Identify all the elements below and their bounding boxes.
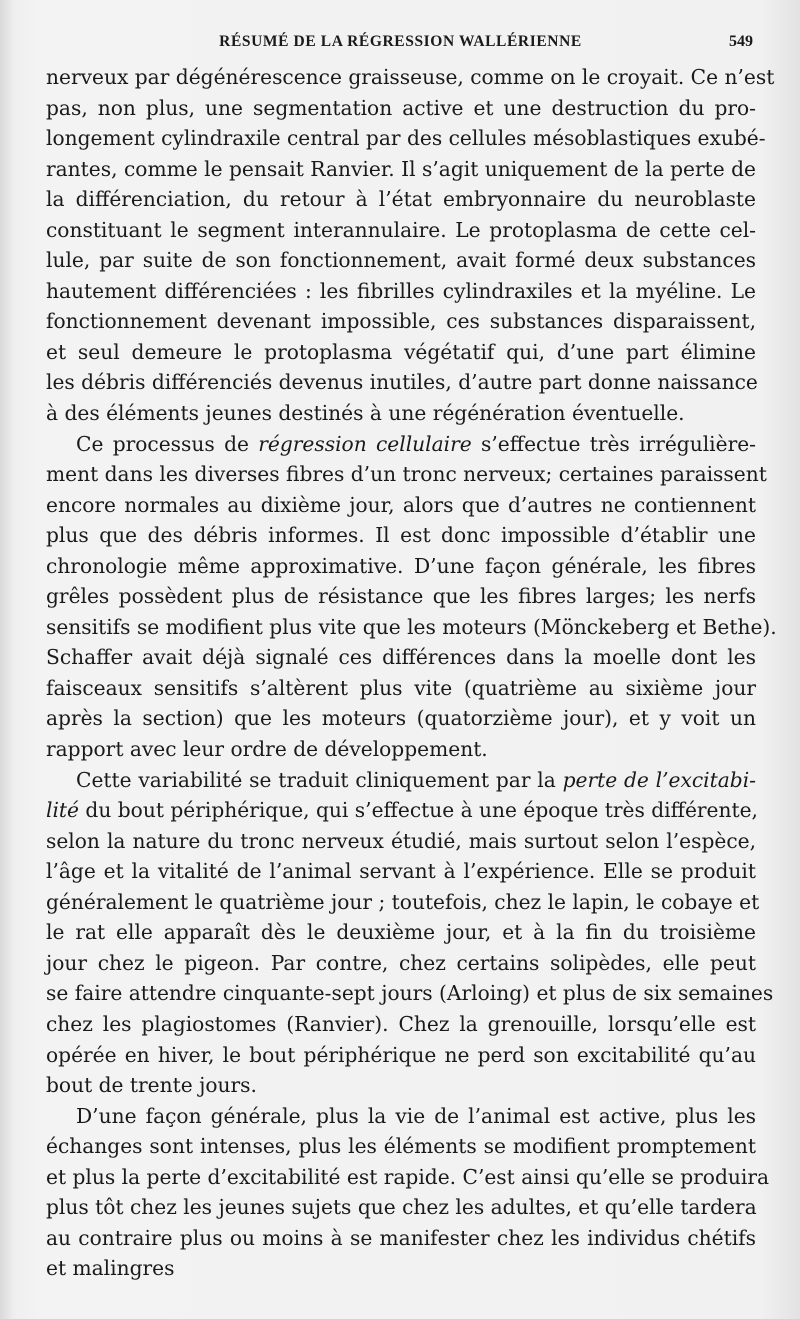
text-line: rantes, comme le pensait Ranvier. Il s’agit uniquement de la perte de xyxy=(46,156,756,181)
page-number: 549 xyxy=(729,33,753,50)
italic-term: lité xyxy=(46,798,79,823)
text-line: opérée en hiver, le bout périphérique ne perd son excitabilité qu’au xyxy=(46,1042,756,1067)
text-line: lule, par suite de son fonctionnement, avait formé deux substances xyxy=(46,248,756,273)
text-line: et seul demeure le protoplasma végétatif qui, d’une part élimine xyxy=(46,339,756,364)
text-line: bout de trente jours. xyxy=(46,1073,257,1098)
text-line xyxy=(46,795,756,826)
text-line: pas, non plus, une segmentation active et une destruction du pro- xyxy=(46,95,756,120)
text-line: Schaffer avait déjà signalé ces différences dans la moelle dont les xyxy=(46,645,756,670)
text-line: échanges sont intenses, plus les éléments se modifient promptement xyxy=(46,1134,756,1159)
paragraph-4 xyxy=(46,1101,770,1284)
text-line: faisceaux sensitifs s’altèrent plus vite (quatrième au sixième jour xyxy=(46,675,756,700)
text-line: et plus la perte d’excitabilité est rapide. C’est ainsi qu’elle se produira xyxy=(46,1164,770,1189)
italic-term: régression cellulaire xyxy=(258,431,472,456)
text-line: généralement le quatrième jour ; toutefois, chez le lapin, le cobaye et xyxy=(46,889,760,914)
running-title: RÉSUMÉ DE LA RÉGRESSION WALLÉRIENNE xyxy=(219,33,582,50)
text-line: le rat elle apparaît dès le deuxième jour, et à la fin du troisième xyxy=(46,920,756,945)
paragraph-1 xyxy=(46,62,775,429)
page-header xyxy=(48,33,753,55)
text-line: constituant le segment interannulaire. Le protoplasma de cette cel- xyxy=(46,217,756,242)
text-line: la différenciation, du retour à l’état embryonnaire du neuroblaste xyxy=(46,187,756,212)
text-line xyxy=(46,429,756,460)
paragraph-2 xyxy=(46,429,777,765)
text-line: plus que des débris informes. Il est donc impossible d’établir une xyxy=(46,523,756,548)
text-line: hautement différenciées : les fibrilles cylindraxiles et la myéline. Le xyxy=(46,278,756,303)
italic-term: perte de l’excitabi- xyxy=(562,767,756,792)
text-line: l’âge et la vitalité de l’animal servant à l’expérience. Elle se produit xyxy=(46,859,756,884)
text-line: nerveux par dégénérescence graisseuse, comme on le croyait. Ce n’est xyxy=(46,65,775,89)
text-run: s’effectue très irrégulière- xyxy=(471,431,756,456)
text-line: plus tôt chez les jeunes sujets que chez les adultes, et qu’elle tardera xyxy=(46,1195,757,1220)
text-line: à des éléments jeunes destinés à une régénération éventuelle. xyxy=(46,401,685,426)
text-line: rapport avec leur ordre de développement. xyxy=(46,737,488,762)
text-line xyxy=(46,765,756,796)
text-line: les débris différenciés devenus inutiles, d’autre part donne naissance xyxy=(46,370,758,395)
text-run: Ce processus de xyxy=(76,431,259,456)
text-run: Cette variabilité se traduit cliniquement par la xyxy=(76,767,563,792)
text-line: grêles possèdent plus de résistance que les fibres larges; les nerfs xyxy=(46,584,756,609)
text-line: selon la nature du tronc nerveux étudié, mais surtout selon l’espèce, xyxy=(46,828,756,853)
text-line: longement cylindraxile central par des cellules mésoblastiques exubé- xyxy=(46,126,766,151)
text-line: jour chez le pigeon. Par contre, chez certains solipèdes, elle peut xyxy=(46,950,756,975)
text-run: du bout périphérique, qui s’effectue à une époque très différente, xyxy=(78,798,758,823)
text-line: D’une façon générale, plus la vie de l’animal est active, plus les xyxy=(76,1103,756,1128)
paragraph-3 xyxy=(46,765,774,1101)
text-line: se faire attendre cinquante-sept jours (Arloing) et plus de six semaines xyxy=(46,981,774,1006)
text-line: sensitifs se modifient plus vite que les moteurs (Mönckeberg et Bethe). xyxy=(46,614,777,639)
text-line: chez les plagiostomes (Ranvier). Chez la grenouille, lorsqu’elle est xyxy=(46,1011,756,1036)
text-line: fonctionnement devenant impossible, ces substances disparaissent, xyxy=(46,309,756,334)
text-line: et malingres xyxy=(46,1256,175,1281)
text-line: encore normales au dixième jour, alors que d’autres ne contiennent xyxy=(46,492,756,517)
body-text xyxy=(46,62,777,1284)
text-line: après la section) que les moteurs (quatorzième jour), et y voit un xyxy=(46,706,756,731)
text-line: chronologie même approximative. D’une façon générale, les fibres xyxy=(46,553,756,578)
text-line: au contraire plus ou moins à se manifester chez les individus chétifs xyxy=(46,1225,756,1250)
text-line: ment dans les diverses fibres d’un tronc nerveux; certaines paraissent xyxy=(46,462,767,487)
